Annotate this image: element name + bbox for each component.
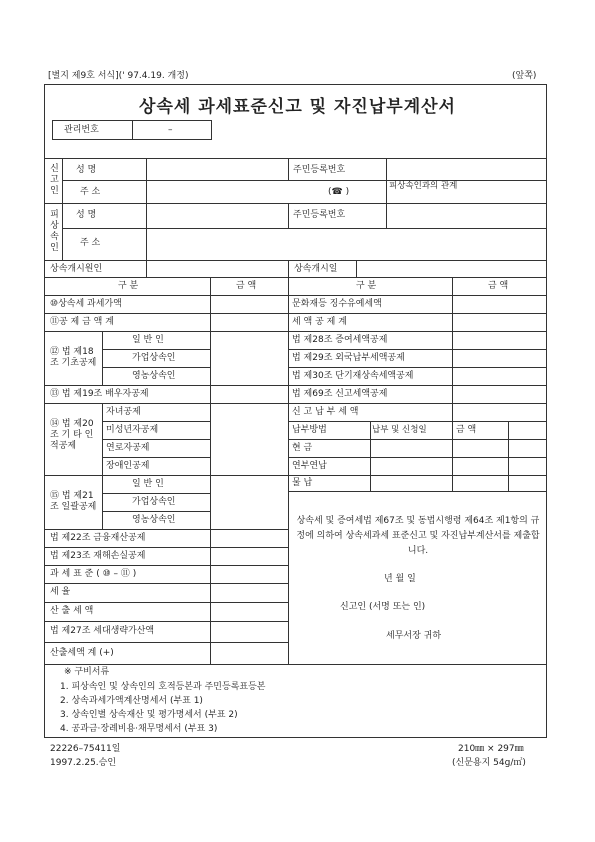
decedent-addr-label: 주 소 [80, 238, 101, 248]
declaration-text: 상속세 및 증여세법 제67조 및 동법시행령 제64조 제1항의 규정에 의하여 상속세과세 표준신고 및 자진납부계산서를 제출합니다. [296, 516, 540, 556]
r-pay-installment: 연부연납 [292, 461, 327, 471]
art21-item-1: 일 반 인 [132, 479, 164, 489]
r-art69: 법 제69조 신고세액공제 [292, 389, 388, 399]
art18-item-3: 영농상속인 [132, 371, 176, 381]
mgmt-value[interactable]: – [168, 125, 173, 135]
footer-approved: 1997.2.25.승인 [50, 758, 117, 768]
r-art30: 법 제30조 단기재상속세액공제 [292, 371, 414, 381]
inherit-cause-field[interactable] [147, 261, 287, 276]
row-calculated-total: 산출세액 계 (+) [50, 648, 114, 658]
art18-item-1: 일 반 인 [132, 335, 164, 345]
decedent-rrn-label: 주민등록번호 [293, 210, 346, 220]
decedent-addr-field[interactable] [147, 229, 546, 259]
declaration-signer[interactable]: 신고인 (서명 또는 인) [340, 602, 426, 612]
form-number: [별지 제9호 서식](' 97.4.19. 개정) [48, 71, 189, 81]
page-side: (앞쪽) [512, 71, 537, 81]
row-generation-skip: 법 제27조 세대생략가산액 [50, 626, 155, 636]
art20-item-3: 연로자공제 [106, 443, 150, 453]
group-art20-label: ⑭ 법 제20조 기 타 인적공제 [50, 419, 94, 451]
r-cultural-deferral: 문화재등 징수유예세액 [292, 299, 382, 309]
inherit-date-label: 상속개시일 [294, 264, 338, 274]
r-pay-in-kind: 물 납 [292, 478, 313, 488]
col-category-left: 구 분 [118, 281, 139, 291]
row-calculated-tax: 산 출 세 액 [50, 606, 94, 616]
page-title: 상속세 과세표준신고 및 자진납부계산서 [139, 97, 456, 117]
declarant-group-label: 신고인 [50, 164, 59, 196]
row-taxable-value: ⑩상속세 과세가액 [50, 299, 122, 309]
art18-item-2: 가업상속인 [132, 353, 176, 363]
art20-item-4: 장애인공제 [106, 461, 150, 471]
art21-item-3: 영농상속인 [132, 515, 176, 525]
declarant-rrn-label: 주민등록번호 [293, 165, 346, 175]
r-pay-method: 납부방법 [292, 425, 327, 435]
row-tax-rate: 세 율 [50, 587, 71, 597]
attachment-item-4: 4. 공과금·장례비용·채무명세서 (부표 3) [60, 724, 218, 734]
col-amount-left: 금 액 [236, 281, 257, 291]
art20-item-1: 자녀공제 [106, 407, 141, 417]
declarant-name-label: 성 명 [76, 165, 97, 175]
r-tax-credit-total: 세 액 공 제 계 [292, 317, 347, 327]
footer-code: 22226–75411일 [50, 744, 121, 754]
attachment-item-1: 1. 피상속인 및 상속인의 호적등본과 주민등록표등본 [60, 682, 266, 692]
decedent-rrn-field[interactable] [387, 204, 546, 227]
footer-paper: (신문용지 54g/㎡) [452, 758, 526, 768]
attachment-item-2: 2. 상속과세가액계산명세서 (부표 1) [60, 696, 203, 706]
r-art28: 법 제28조 증여세액공제 [292, 335, 388, 345]
row-deduction-total: ⑪공 제 금 액 계 [50, 317, 114, 327]
phone-label: (☎ ) [328, 187, 350, 197]
decedent-name-field[interactable] [147, 204, 287, 227]
art21-item-2: 가업상속인 [132, 497, 176, 507]
row-disaster-deduction: 법 제23조 재해손실공제 [50, 551, 146, 561]
group-art18-label: ⑫ 법 제18조 기초공제 [50, 347, 97, 368]
relation-label: 피상속인과의 관계 [389, 181, 458, 191]
r-pay-date: 납부 및 신청일 [372, 425, 427, 435]
r-pay-amount: 금 액 [456, 425, 477, 435]
row-tax-base: 과 세 표 준 ( ⑩ – ⑪ ) [50, 569, 137, 579]
r-declared-tax: 신 고 납 부 세 액 [292, 407, 359, 417]
attachment-item-3: 3. 상속인별 상속재산 및 평가명세서 (부표 2) [60, 710, 238, 720]
declarant-rrn-field[interactable] [387, 159, 546, 179]
col-amount-right: 금 액 [488, 281, 509, 291]
art20-item-2: 미성년자공제 [106, 425, 159, 435]
declarant-addr-field[interactable] [147, 181, 327, 202]
col-category-right: 구 분 [356, 281, 377, 291]
mgmt-label: 관리번호 [64, 125, 99, 135]
group-art21-label: ⑮ 법 제21조 일괄공제 [50, 491, 97, 512]
declarant-addr-label: 주 소 [80, 187, 101, 197]
r-pay-cash: 현 금 [292, 443, 313, 453]
declaration-to: 세무서장 귀하 [386, 631, 442, 641]
decedent-name-label: 성 명 [76, 210, 97, 220]
inherit-cause-label: 상속개시원인 [50, 264, 103, 274]
footer-size: 210㎜ × 297㎜ [458, 744, 524, 754]
attachments-title: ※ 구비서류 [64, 667, 110, 677]
declaration-date[interactable]: 년 월 일 [384, 574, 416, 584]
declarant-name-field[interactable] [147, 159, 287, 179]
r-art29: 법 제29조 외국납부세액공제 [292, 353, 405, 363]
inherit-date-field[interactable] [357, 261, 546, 276]
decedent-group-label: 피상속인 [50, 210, 59, 253]
row-spouse-deduction: ⑬ 법 제19조 배우자공제 [50, 389, 149, 399]
row-financial-deduction: 법 제22조 금융재산공제 [50, 533, 146, 543]
